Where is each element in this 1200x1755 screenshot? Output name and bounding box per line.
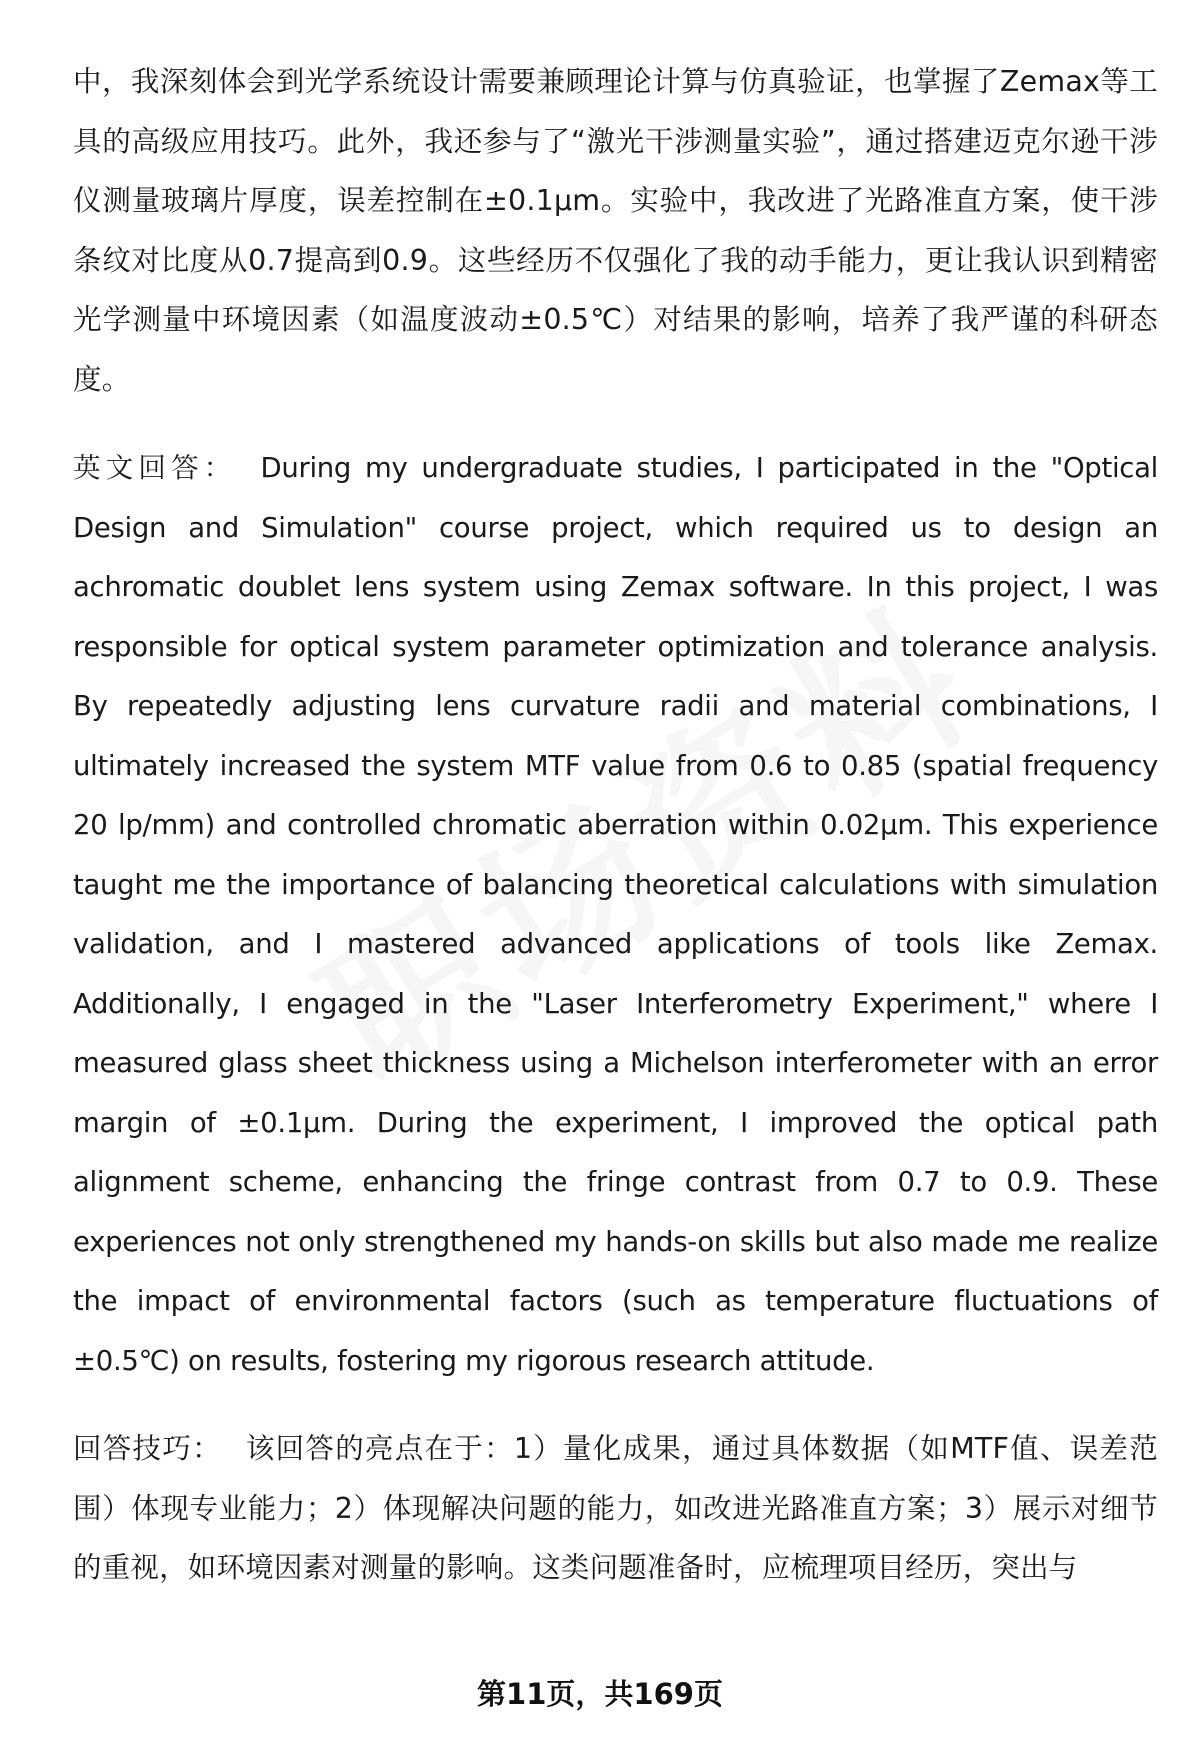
chinese-answer-paragraph: 中，我深刻体会到光学系统设计需要兼顾理论计算与仿真验证，也掌握了Zemax等工具的高级应用技巧。此外，我还参与了“激光干涉测量实验”，通过搭建迈克尔逊干涉仪测量玻璃片厚度，误差控制在±0.1μm。实验中，我改进了光路准直方案，使干涉条纹对比度从0.7提高到0.9。这些经历不仅强化了我的动手能力，更让我认识到精密光学测量中环境因素（如温度波动±0.5℃）对结果的影响，培养了我严谨的科研态度。 — [73, 65, 1158, 396]
document-page — [73, 52, 1158, 1598]
answer-tips-label: 回答技巧： — [73, 1432, 222, 1465]
page-number-footer: 第11页，共169页 — [477, 1677, 723, 1711]
answer-tips-text: 该回答的亮点在于：1）量化成果，通过具体数据（如MTF值、误差范围）体现专业能力；2）体现解决问题的能力，如改进光路准直方案；3）展示对细节的重视，如环境因素对测量的影响。这类问题准备时，应梳理项目经历，突出与 — [73, 1432, 1158, 1584]
answer-tips-paragraph — [73, 1419, 1158, 1598]
english-answer-label: 英文回答： — [73, 452, 237, 484]
english-answer-paragraph — [73, 439, 1158, 1391]
english-answer-text: During my undergraduate studies, I participated in the "Optical Design and Simulation" course project, which required us to design an achromatic doublet lens system using Zemax software. In this project, I was responsible for optical system parameter optimization and tolerance analysis. By repeatedly adjusting lens curvature radii and material combinations, I ultimately increased the system MTF value from 0.6 to 0.85 (spatial frequency 20 lp/mm) and controlled chromatic aberration within 0.02μm. This experience taught me the importance of balancing theoretical calculations with simulation validation, and I mastered advanced applications of tools like Zemax. Additionally, I engaged in the "Laser Interferometry Experiment," where I measured glass sheet thickness using a Michelson interferometer with an error margin of ±0.1μm. During the experiment, I improved the optical path alignment scheme, enhancing the fringe contrast from 0.7 to 0.9. These experiences not only strengthened my hands-on skills but also made me realize the impact of environmental factors (such as temperature fluctuations of ±0.5℃) on results, fostering my rigorous research attitude. — [73, 452, 1158, 1377]
